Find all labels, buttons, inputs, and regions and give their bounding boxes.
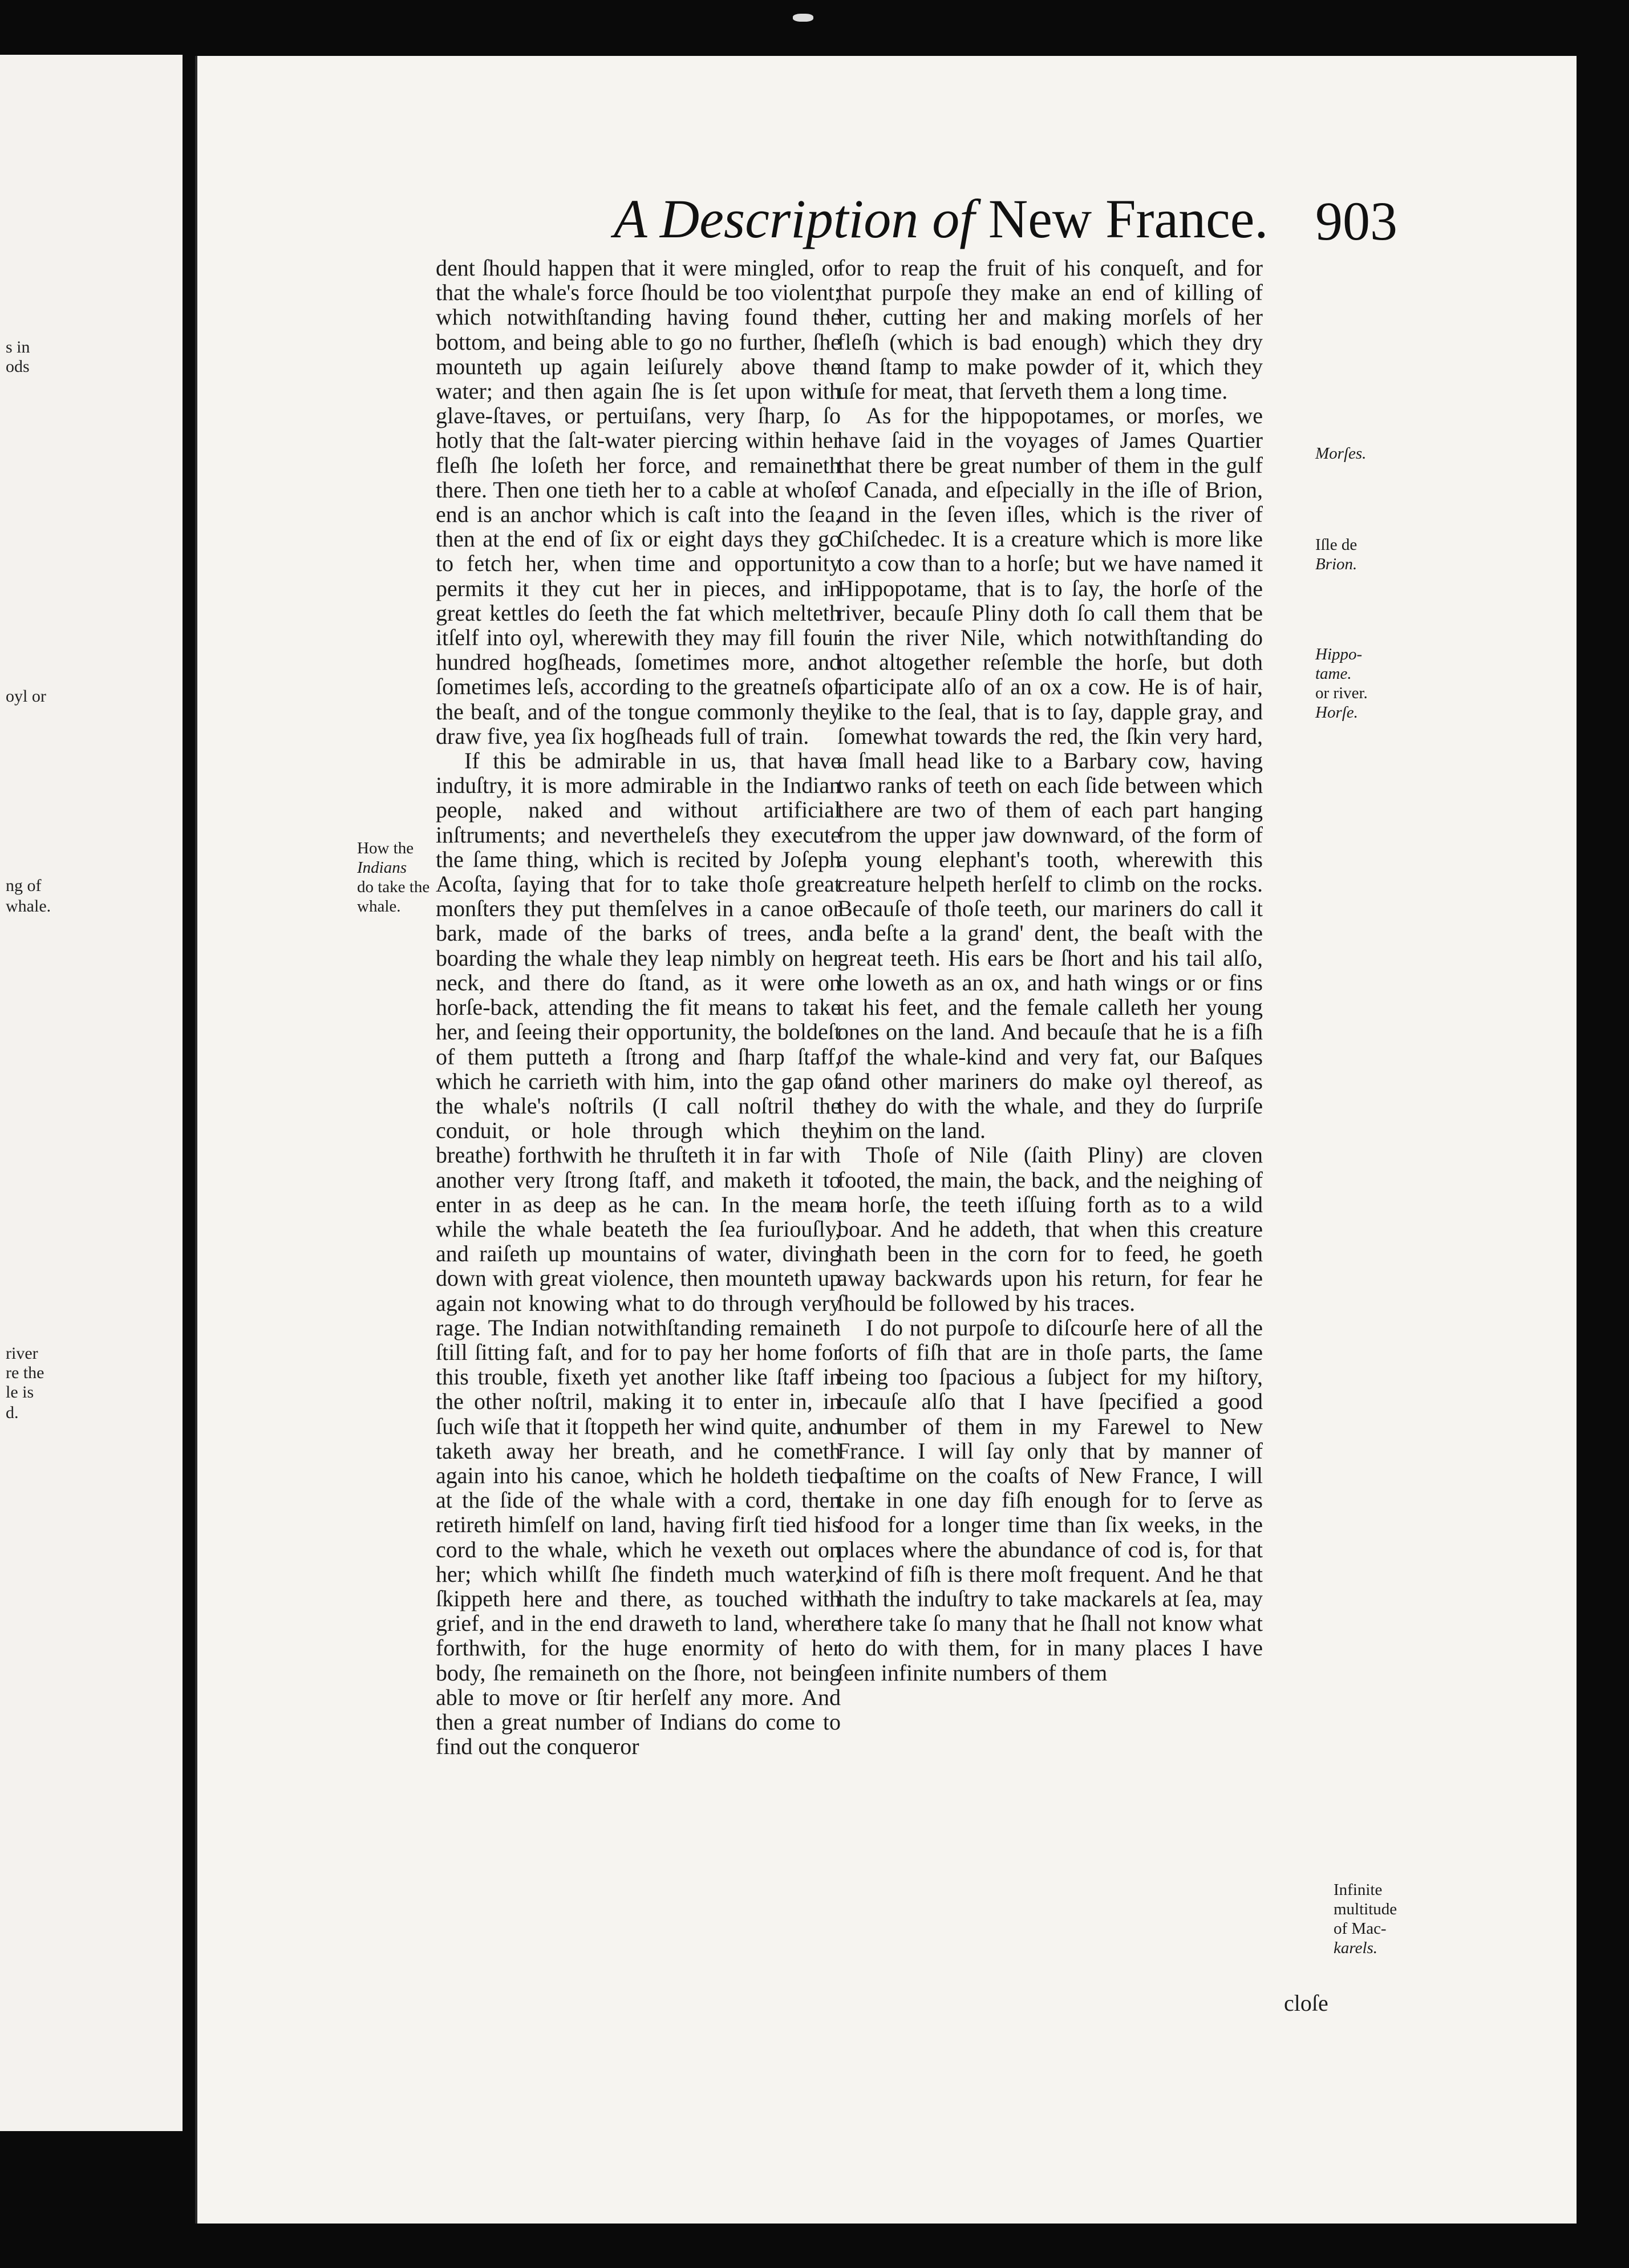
margin-note-indians-whale	[357, 839, 429, 916]
margin-note-line: Indians	[357, 858, 407, 877]
left-page-fragment: le is	[6, 1383, 34, 1402]
margin-note-line: Horſe.	[1315, 703, 1358, 722]
paragraph: Thoſe of Nile (ſaith Pliny) are cloven footed, the main, the back, and the neighing of a horſe, the teeth iſſuing forth as to a wild boar. And he addeth, that when this creature hath been in the corn for to feed, he goeth away backwards upon his return, for fear he ſhould be followed by his traces.	[837, 1142, 1263, 1316]
top-edge-mark	[793, 14, 813, 22]
paragraph: I do not purpoſe to diſcourſe here of all the ſorts of fiſh that are in thoſe parts, the ſame being too ſpacious a ſubject for my hiſtory, becauſe alſo that I have ſpecified a good number of them in my Farewel to New France. I will ſay only that by manner of paſtime on the coaſts of New France, I will take in one day fiſh enough for to ſerve as food for a longer time than ſix weeks, in the places where the abundance of cod is, for that kind of fiſh is there moſt frequent. And he that hath the induſtry to take mackarels at ſea, may there take ſo many that he ſhall not know what to do with them, for in many places I have ſeen infinite numbers of them	[837, 1314, 1263, 1686]
margin-note-line: of Mac-	[1334, 1919, 1387, 1938]
margin-note-line: Brion.	[1315, 555, 1358, 573]
left-page-sliver	[0, 55, 183, 2131]
paragraph: As for the hippopotames, or morſes, we have ſaid in the voyages of James Quartier that there be great number of them in the gulf of Canada, and eſpecially in the iſle of Brion, and in the ſeven iſles, which is the river of Chiſchedec. It is a creature which is more like to a cow than to a horſe; but we have named it Hippopotame, that is to ſay, the horſe of the river, becauſe Pliny doth ſo call them that be in the river Nile, which notwithſtanding do not altogether reſemble the horſe, but doth participate alſo of an ox a cow. He is of hair, like to the ſeal, that is to ſay, dapple gray, and ſomewhat towards the red, the ſkin very hard, a ſmall head like to a Barbary cow, having two ranks of teeth on each ſide between which there are two of them of each part hanging from the upper jaw downward, of the form of a young elephant's tooth, wherewith this creature helpeth herſelf to climb on the rocks. Becauſe of thoſe teeth, our mariners do call it la beſte a la grand' dent, the beaſt with the great teeth. His ears be ſhort and his tail alſo, he loweth as an ox, and hath wings or or fins at his feet, and the female calleth her young ones on the land. And becauſe that he is a fiſh of the whale-kind and very fat, our Baſques and other mariners do make oyl thereof, as they do with the whale, and they do ſurpriſe him on the land.	[837, 403, 1263, 1144]
margin-note-line: do take the	[357, 878, 430, 896]
margin-note-line: Iſle de	[1315, 536, 1358, 554]
paragraph: If this be admirable in us, that have induſtry, it is more admirable in the Indian people, naked and without artificial inſtruments; and nevertheleſs they execute the ſame thing, which is recited by Joſeph Acoſta, ſaying that for to take thoſe great monſters they put themſelves in a canoe or bark, made of the barks of trees, and boarding the whale they leap nimbly on her neck, and there do ſtand, as it were on horſe-back, attending the fit means to take her, and ſeeing their opportunity, the boldeſt of them putteth a ſtrong and ſharp ſtaff, which he carrieth with him, into the gap of the whale's noſtrils (I call noſtril the conduit, or hole through which they breathe) forthwith he thruſteth it in far with another very ſtrong ſtaff, and maketh it to enter in as deep as he can. In the mean while the whale beateth the ſea furiouſly, and raiſeth up mountains of water, diving down with great violence, then mounteth up again not knowing what to do through very rage. The Indian notwithſtanding remaineth ſtill ſitting faſt, and for to pay her home for this trouble, fixeth yet another like ſtaff in the other noſtril, making it to enter in, in ſuch wiſe that it ſtoppeth her wind quite, and taketh away her breath, and he cometh again into his canoe, which he holdeth tied at the ſide of the whale with a cord, then retireth himſelf on land, having firſt tied his cord to the whale, which he vexeth out on her; which whilſt ſhe findeth much water, ſkippeth here and there, as touched with grief, and in the end draweth to land, where forthwith, for the huge enormity of her body, ſhe remaineth on the ſhore, not being able to move or ſtir herſelf any more. And then a great number of Indians do come to find out the conqueror	[436, 748, 841, 1760]
margin-note-line: How the	[357, 839, 414, 857]
paragraph: dent ſhould happen that it were mingled, or that the whale's force ſhould be too violent; which notwithſtanding having found the bottom, and being able to go no further, ſhe mounteth up again leiſurely above the water; and then again ſhe is ſet upon with glave-ſtaves, or pertuiſans, very ſharp, ſo hotly that the ſalt-water piercing within her fleſh ſhe loſeth her force, and remaineth there. Then one tieth her to a cable at whoſe end is an anchor which is caſt into the ſea, then at the end of ſix or eight days they go to fetch her, when time and opportunity permits it they cut her in pieces, and in great kettles do ſeeth the fat which melteth itſelf into oyl, wherewith they may fill four hundred hogſheads, ſometimes more, and ſometimes leſs, according to the greatneſs of the beaſt, and of the tongue commonly they draw five, yea ſix hogſheads full of train.	[436, 255, 841, 749]
margin-note-isle-brion	[1315, 535, 1357, 574]
margin-note-line: Hippo-	[1315, 645, 1363, 663]
paragraph: for to reap the fruit of his conqueſt, and for that purpoſe they make an end of killing of her, cutting her and making morſels of her fleſh (which is bad enough) which they dry and ſtamp to make powder of it, which they uſe for meat, that ſerveth them a long time.	[837, 255, 1263, 404]
left-page-fragment: s in	[6, 338, 30, 357]
margin-note-line: multitude	[1334, 1900, 1397, 1918]
page-title-italic: A Description of	[614, 188, 975, 249]
page-title	[614, 187, 1268, 250]
margin-note-morses: Morſes.	[1315, 444, 1367, 463]
left-page-fragment: re the	[6, 1363, 44, 1382]
left-page-fragment: d.	[6, 1403, 19, 1422]
text-column-right	[837, 256, 1263, 1685]
book-page	[197, 56, 1577, 2224]
left-page-fragment: ng of	[6, 876, 42, 895]
margin-note-line: Infinite	[1334, 1881, 1383, 1899]
page-number: 903	[1315, 191, 1397, 252]
catchword: cloſe	[1284, 1990, 1328, 2016]
left-page-fragment: ods	[6, 357, 30, 376]
margin-note-hippopotame	[1315, 645, 1368, 722]
left-page-fragment: oyl or	[6, 687, 46, 706]
margin-note-line: or river.	[1315, 684, 1368, 702]
left-page-fragment: river	[6, 1344, 38, 1363]
margin-note-mackarels	[1334, 1880, 1397, 1958]
margin-note-line: karels.	[1334, 1939, 1378, 1957]
text-column-left	[436, 256, 841, 1759]
page-title-roman: New France.	[988, 188, 1269, 249]
margin-note-line: whale.	[357, 897, 401, 916]
margin-note-line: tame.	[1315, 665, 1352, 683]
left-page-fragment: whale.	[6, 897, 51, 916]
